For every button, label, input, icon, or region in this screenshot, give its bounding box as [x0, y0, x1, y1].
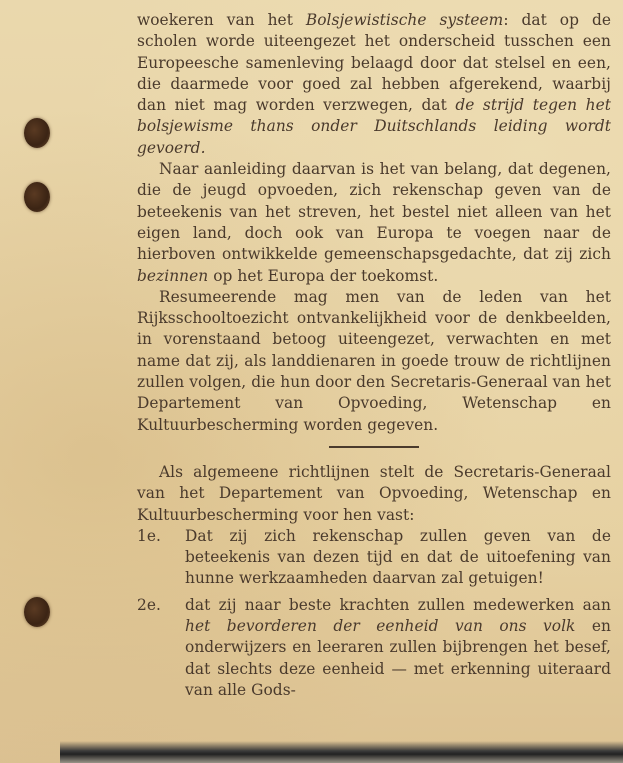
text-run: Naar aanleiding daarvan is het van belang, dat degenen, die de jeugd opvoeden, zich rekenschap geven van de beteekenis van het streven, het bestel niet alleen van het eigen land, doch ook van Europa te voegen naar de hierboven ontwikkelde gemeenschapsgedachte, dat zij zich: [137, 160, 611, 264]
list-item: [137, 526, 611, 590]
paragraph: Resumeerende mag men van de leden van het Rijksschooltoezicht ontvankelijkheid voor de denkbeelden, in vorenstaand betoog uiteengezet, verwachten en met name dat zij, als landdienaren in goede trouw de richtlijnen zullen volgen, die hun door den Secretaris-Generaal van het Departement van Opvoeding, Wetenschap en Kultuurbescherming worden gegeven.: [137, 287, 611, 434]
italic-text: het bevorderen der eenheid van ons volk: [185, 617, 576, 636]
text-run: dat zij naar beste krachten zullen medewerken aan: [185, 595, 611, 614]
text-run: : dat op de scholen worde uiteengezet het onderscheid tusschen een Europeesche samenleving belaagd door dat stelsel en een, die daarmede voor goed zal hebben afgerekend, waarbij dan niet mag worden verzwegen, dat: [137, 11, 612, 115]
punch-hole: [24, 182, 50, 212]
list-number: 1e.: [137, 526, 161, 545]
italic-text: de strijd tegen het bolsjewisme thans onder Duitschlands leiding wordt gevoerd.: [137, 96, 611, 157]
paragraph: Als algemeene richtlijnen stelt de Secretaris-Generaal van het Departement van Opvoeding, Wetenschap en Kultuurbescherming voor hen vast:: [137, 462, 611, 524]
text-run: en onderwijzers en leeraren zullen bijbrengen het besef, dat slechts deze eenheid — met erkenning uiteraard van alle Gods-: [185, 617, 611, 699]
text-run: op het Europa der toekomst.: [208, 266, 439, 285]
section-divider: [329, 446, 419, 448]
page-bottom-edge: [60, 741, 623, 763]
punch-hole: [24, 118, 50, 148]
paragraph: [137, 159, 611, 287]
paragraph: [137, 10, 611, 159]
punch-hole: [24, 597, 50, 627]
italic-text: Bolsjewistische systeem: [305, 11, 504, 29]
list-text: [185, 596, 611, 699]
list-number: 2e.: [137, 595, 161, 614]
text-run: woekeren van het: [137, 11, 306, 29]
italic-text: bezinnen: [137, 266, 209, 285]
list-text: Dat zij zich rekenschap zullen geven van de beteekenis van dezen tijd en dat de uitoefening van hunne werkzaamheden daarvan zal getuigen!: [185, 526, 611, 588]
document-text: [137, 10, 611, 701]
list-item: [137, 595, 611, 701]
